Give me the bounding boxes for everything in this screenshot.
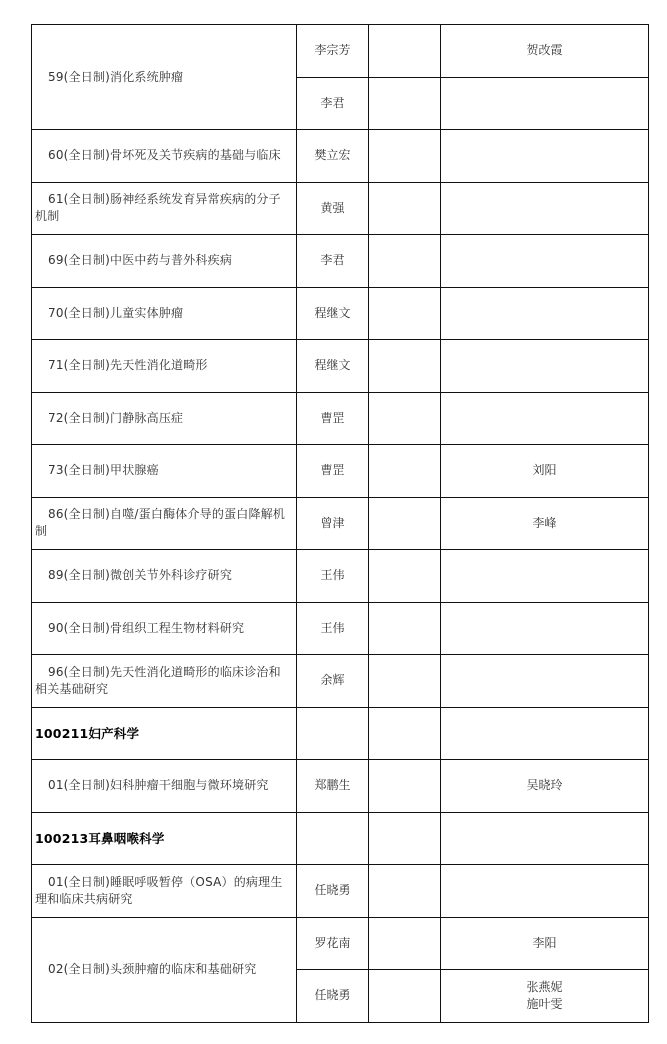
co-supervisor-cell: 张燕妮 施叶雯 xyxy=(441,970,649,1023)
empty-cell xyxy=(369,497,441,550)
direction-cell xyxy=(32,497,297,550)
table-row xyxy=(32,287,649,340)
empty-cell xyxy=(369,287,441,340)
major-heading-cell xyxy=(32,812,297,865)
table-row xyxy=(32,130,649,183)
direction-cell xyxy=(32,182,297,235)
direction-cell xyxy=(32,760,297,813)
supervisor-cell: 曹罡 xyxy=(297,392,369,445)
direction-cell xyxy=(32,392,297,445)
major-heading: 100211妇产科学 xyxy=(35,725,140,741)
direction-cell xyxy=(32,445,297,498)
direction-text: 69(全日制)中医中药与普外科疾病 xyxy=(48,253,233,268)
direction-text: 60(全日制)骨坏死及关节疾病的基础与临床 xyxy=(48,148,281,163)
table-row xyxy=(32,340,649,393)
table-row xyxy=(32,182,649,235)
co-supervisor-cell xyxy=(441,602,649,655)
empty-cell xyxy=(369,182,441,235)
empty-cell xyxy=(369,812,441,865)
direction-text: 01(全日制)睡眠呼吸暂停（OSA）的病理生理和临床共病研究 xyxy=(35,874,283,906)
table-row xyxy=(32,25,649,78)
empty-cell xyxy=(441,707,649,760)
co-supervisor-cell xyxy=(441,865,649,918)
direction-cell xyxy=(32,917,297,1022)
empty-cell xyxy=(297,812,369,865)
direction-cell xyxy=(32,655,297,708)
empty-cell xyxy=(369,25,441,78)
direction-text: 90(全日制)骨组织工程生物材料研究 xyxy=(48,620,245,635)
direction-text: 73(全日制)甲状腺癌 xyxy=(48,463,159,478)
table-row xyxy=(32,550,649,603)
co-supervisor-cell: 李阳 xyxy=(441,917,649,970)
supervisor-cell: 任晓勇 xyxy=(297,865,369,918)
empty-cell xyxy=(369,445,441,498)
supervisor-cell: 王伟 xyxy=(297,602,369,655)
supervisor-cell: 樊立宏 xyxy=(297,130,369,183)
co-supervisor-cell: 贺改霞 xyxy=(441,25,649,78)
co-supervisor-cell: 刘阳 xyxy=(441,445,649,498)
direction-cell xyxy=(32,130,297,183)
direction-text: 61(全日制)肠神经系统发育异常疾病的分子机制 xyxy=(35,192,281,224)
empty-cell xyxy=(369,917,441,970)
direction-cell xyxy=(32,550,297,603)
empty-cell xyxy=(369,602,441,655)
program-table xyxy=(31,24,649,1023)
table-row xyxy=(32,235,649,288)
co-supervisor-cell xyxy=(441,340,649,393)
table-row xyxy=(32,497,649,550)
table-row xyxy=(32,392,649,445)
co-supervisor-cell xyxy=(441,655,649,708)
major-heading-cell xyxy=(32,707,297,760)
empty-cell xyxy=(369,865,441,918)
direction-cell xyxy=(32,340,297,393)
empty-cell xyxy=(369,760,441,813)
direction-text: 96(全日制)先天性消化道畸形的临床诊治和相关基础研究 xyxy=(35,664,281,696)
co-supervisor-cell: 李峰 xyxy=(441,497,649,550)
table-row xyxy=(32,445,649,498)
supervisor-cell: 曾津 xyxy=(297,497,369,550)
table-row xyxy=(32,917,649,970)
direction-text: 86(全日制)自噬/蛋白酶体介导的蛋白降解机制 xyxy=(35,507,286,539)
direction-text: 02(全日制)头颈肿瘤的临床和基础研究 xyxy=(48,962,257,976)
direction-cell xyxy=(32,865,297,918)
direction-text: 01(全日制)妇科肿瘤干细胞与微环境研究 xyxy=(48,778,269,793)
direction-cell xyxy=(32,602,297,655)
empty-cell xyxy=(369,707,441,760)
co-supervisor-cell xyxy=(441,550,649,603)
table-row xyxy=(32,865,649,918)
co-supervisor-cell xyxy=(441,287,649,340)
major-row xyxy=(32,812,649,865)
direction-text: 59(全日制)消化系统肿瘤 xyxy=(48,69,184,84)
direction-cell xyxy=(32,235,297,288)
supervisor-cell: 黄强 xyxy=(297,182,369,235)
table-row xyxy=(32,760,649,813)
empty-cell xyxy=(369,970,441,1023)
empty-cell xyxy=(369,340,441,393)
supervisor-cell: 李宗芳 xyxy=(297,25,369,78)
direction-text: 89(全日制)微创关节外科诊疗研究 xyxy=(48,568,233,583)
supervisor-cell: 曹罡 xyxy=(297,445,369,498)
supervisor-cell: 程继文 xyxy=(297,340,369,393)
major-row xyxy=(32,707,649,760)
empty-cell xyxy=(369,392,441,445)
empty-cell xyxy=(369,550,441,603)
supervisor-cell: 罗花南 xyxy=(297,917,369,970)
empty-cell xyxy=(369,655,441,708)
direction-text: 72(全日制)门静脉高压症 xyxy=(48,410,184,425)
supervisor-cell: 王伟 xyxy=(297,550,369,603)
empty-cell xyxy=(369,235,441,288)
direction-text: 70(全日制)儿童实体肿瘤 xyxy=(48,305,184,320)
direction-cell xyxy=(32,25,297,130)
empty-cell xyxy=(441,812,649,865)
table-row xyxy=(32,602,649,655)
co-supervisor-cell xyxy=(441,392,649,445)
table-row xyxy=(32,655,649,708)
co-supervisor-cell xyxy=(441,130,649,183)
direction-text: 71(全日制)先天性消化道畸形 xyxy=(48,358,208,373)
supervisor-cell: 程继文 xyxy=(297,287,369,340)
direction-cell xyxy=(32,287,297,340)
supervisor-cell: 余辉 xyxy=(297,655,369,708)
co-supervisor-cell: 吴晓玲 xyxy=(441,760,649,813)
empty-cell xyxy=(369,130,441,183)
co-supervisor-cell xyxy=(441,77,649,130)
supervisor-cell: 任晓勇 xyxy=(297,970,369,1023)
supervisor-cell: 李君 xyxy=(297,77,369,130)
empty-cell xyxy=(297,707,369,760)
empty-cell xyxy=(369,77,441,130)
co-supervisor-cell xyxy=(441,235,649,288)
co-supervisor-cell xyxy=(441,182,649,235)
supervisor-cell: 郑鹏生 xyxy=(297,760,369,813)
supervisor-cell: 李君 xyxy=(297,235,369,288)
major-heading: 100213耳鼻咽喉科学 xyxy=(35,830,165,846)
